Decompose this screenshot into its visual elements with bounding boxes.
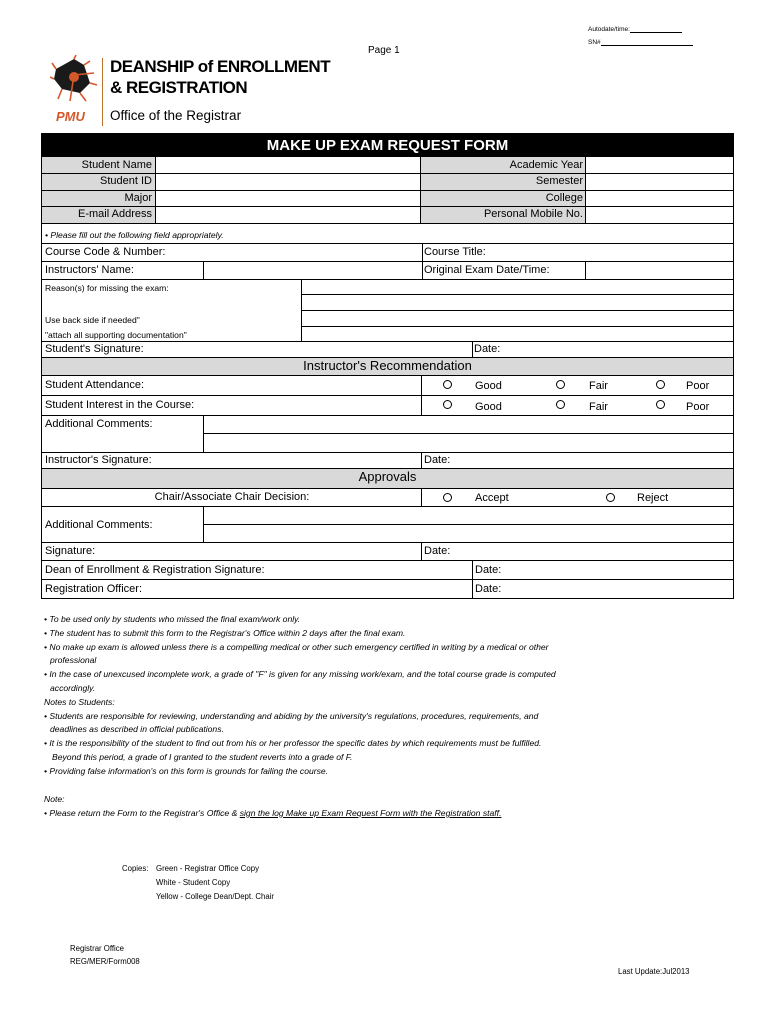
interest-good-radio[interactable]	[443, 400, 452, 409]
sn-field: SN#	[588, 39, 693, 46]
student-name-label: Student Name	[81, 159, 152, 171]
logo-title-line2: & REGISTRATION	[110, 78, 248, 97]
makeup-exam-form	[41, 133, 734, 599]
student-name-field[interactable]	[156, 157, 420, 173]
note-line: deadlines as described in official publications.	[50, 724, 224, 735]
note-line: • In the case of unexcused incomplete work, a grade of "F" is given for any missing work/exam, and the total course grade is computed	[44, 669, 556, 680]
instructor-comments-line-1[interactable]	[204, 416, 733, 433]
accept-label: Accept	[475, 492, 509, 504]
academic-year-field[interactable]	[586, 157, 733, 173]
student-signature-label: Student's Signature:	[45, 343, 144, 355]
attach-note: "attach all supporting documentation"	[45, 330, 187, 340]
original-exam-label: Original Exam Date/Time:	[424, 264, 550, 276]
major-field[interactable]	[156, 191, 420, 206]
academic-year-label: Academic Year	[509, 159, 583, 171]
note-line: accordingly.	[50, 682, 96, 693]
pmu-logo-text: PMU	[56, 109, 85, 124]
registration-officer-label: Registration Officer:	[45, 583, 143, 595]
approval-comments-line-1[interactable]	[204, 507, 733, 524]
note-heading: Note:	[44, 794, 65, 804]
accept-radio[interactable]	[443, 493, 452, 502]
interest-poor-radio[interactable]	[656, 400, 665, 409]
note-return-line: • Please return the Form to the Registrar's Office & sign the log Make up Exam Request Form with the Registration staff.	[44, 807, 502, 818]
interest-fair-radio[interactable]	[556, 400, 565, 409]
dean-signature-date-label: Date:	[475, 564, 502, 576]
email-field[interactable]	[156, 207, 420, 223]
college-field[interactable]	[586, 191, 733, 206]
approval-signature-date-label: Date:	[424, 545, 451, 557]
note-line: • The student has to submit this form to the Registrar's Office within 2 days after the final exam.	[44, 627, 406, 638]
interest-poor-label: Poor	[686, 401, 710, 413]
note-line: • To be used only by students who missed the final exam/work only.	[44, 614, 301, 624]
student-id-label: Student ID	[100, 175, 152, 187]
notes-to-students-heading: Notes to Students:	[44, 696, 115, 707]
reason-label: Reason(s) for missing the exam:	[45, 283, 169, 293]
copies-yellow: Yellow - College Dean/Dept. Chair	[156, 892, 275, 901]
instructor-recommendation-header: Instructor's Recommendation	[303, 358, 472, 373]
logo-divider	[102, 58, 103, 126]
instructor-comments-line-2[interactable]	[204, 434, 733, 452]
reason-line-2[interactable]	[302, 295, 733, 310]
instructors-name-label: Instructors' Name:	[45, 264, 134, 276]
chair-decision-label: Chair/Associate Chair Decision:	[154, 491, 310, 503]
reason-line-1[interactable]	[302, 280, 733, 294]
course-title-label: Course Title:	[424, 246, 486, 258]
original-exam-field[interactable]	[586, 262, 733, 279]
form-title: MAKE UP EXAM REQUEST FORM	[42, 134, 733, 157]
attendance-label: Student Attendance:	[45, 379, 145, 391]
attendance-poor-radio[interactable]	[656, 380, 665, 389]
reject-label: Reject	[637, 492, 669, 504]
interest-good-label: Good	[475, 401, 502, 413]
copies-white: White - Student Copy	[156, 878, 231, 887]
mobile-field[interactable]	[586, 207, 733, 223]
footer-office: Registrar Office	[70, 944, 125, 953]
attendance-fair-radio[interactable]	[556, 380, 565, 389]
copies-green: Green - Registrar Office Copy	[156, 864, 259, 873]
attendance-fair-label: Fair	[589, 380, 608, 392]
footer-last-update: Last Update:Jul2013	[618, 967, 690, 976]
note-section	[44, 793, 501, 821]
note-line: • No make up exam is allowed unless there is a compelling medical or other such emergency certified in writing by a medical or other	[44, 641, 549, 652]
approval-signature-label: Signature:	[45, 545, 96, 557]
note-line: Beyond this period, a grade of I granted to the student reverts into a grade of F.	[52, 751, 353, 762]
logo-subtitle: Office of the Registrar	[110, 108, 242, 123]
dean-signature-label: Dean of Enrollment & Registration Signature:	[45, 564, 265, 576]
semester-field[interactable]	[586, 174, 733, 190]
note-line: • Providing false information's on this form is grounds for failing the course.	[44, 765, 329, 776]
semester-label: Semester	[535, 175, 583, 187]
reason-line-3[interactable]	[302, 311, 733, 326]
reject-radio[interactable]	[606, 493, 615, 502]
note-line: professional	[50, 655, 97, 666]
approval-comments-line-2[interactable]	[204, 525, 733, 542]
email-label: E-mail Address	[78, 208, 152, 220]
attendance-good-radio[interactable]	[443, 380, 452, 389]
fill-note: • Please fill out the following field appropriately.	[45, 230, 224, 240]
attendance-good-label: Good	[475, 380, 502, 392]
mobile-label: Personal Mobile No.	[483, 208, 583, 220]
note-line: • It is the responsibility of the student to find out from his or her professor the specific dates by which requirements must be fulfilled.	[44, 738, 542, 749]
major-label: Major	[124, 192, 152, 204]
course-code-label: Course Code & Number:	[45, 246, 166, 258]
instructors-name-field[interactable]	[204, 262, 422, 279]
footer-form-code: REG/MER/Form008	[70, 957, 140, 966]
instructor-signature-date-label: Date:	[424, 454, 451, 466]
logo-title-line1: DEANSHIP of ENROLLMENT	[110, 57, 331, 76]
copies-label: Copies:	[122, 864, 149, 873]
use-back-note: Use back side if needed"	[45, 315, 140, 325]
instructor-signature-label: Instructor's Signature:	[45, 454, 152, 466]
interest-fair-label: Fair	[589, 401, 608, 413]
interest-label: Student Interest in the Course:	[45, 399, 195, 411]
autodate-field: Autodate/time:	[588, 26, 682, 33]
instructor-comments-label: Additional Comments:	[45, 418, 153, 430]
note-line: • Students are responsible for reviewing, understanding and abiding by the university's regulations, procedures, requirements, and	[44, 710, 539, 721]
approvals-header: Approvals	[358, 469, 417, 484]
attendance-poor-label: Poor	[686, 380, 710, 392]
page-number: Page 1	[368, 45, 400, 56]
notes-list	[44, 613, 556, 779]
log-form-link: sign the log Make up Exam Request Form with the Registration staff.	[239, 807, 502, 818]
student-id-field[interactable]	[156, 174, 420, 190]
college-label: College	[545, 192, 583, 204]
approval-comments-label: Additional Comments:	[45, 519, 153, 531]
registration-officer-date-label: Date:	[475, 583, 502, 595]
student-signature-date-label: Date:	[474, 343, 501, 355]
